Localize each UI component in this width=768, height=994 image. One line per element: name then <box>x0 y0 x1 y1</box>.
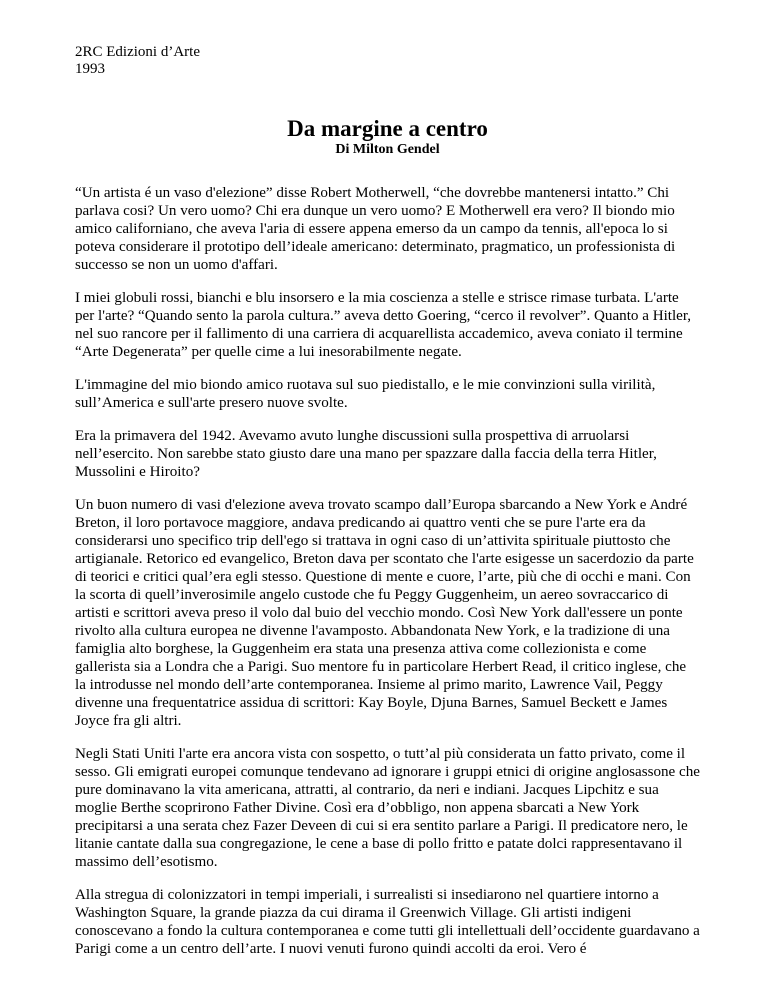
article-body <box>75 184 700 958</box>
title-block <box>75 115 700 158</box>
paragraph-3: L'immagine del mio biondo amico ruotava sul suo piedistallo, e le mie convinzioni sulla virilità, sull’America e sull'arte presero nuove svolte. <box>75 377 656 411</box>
document-page <box>75 44 700 973</box>
publisher-header <box>75 44 700 78</box>
article-author: Di Milton Gendel <box>335 142 440 157</box>
paragraph-7: Alla stregua di colonizzatori in tempi imperiali, i surrealisti si insediarono nel quartiere intorno a Washington Square, la grande piazza da cui dirama il Greenwich Village. Gli artisti indigeni conoscevano a fondo la cultura contemporanea e come tutti gli intellettuali dell’occidente guardavano a Parigi come a un centro dell’arte. I nuovi venuti furono quindi accolti da eroi. Vero é <box>75 887 700 957</box>
paragraph-6: Negli Stati Uniti l'arte era ancora vista con sospetto, o tutt’al più considerata un fatto privato, come il sesso. Gli emigrati europei comunque tendevano ad ignorare i gruppi etnici di origine anglosassone che pure dominavano la vita americana, attratti, al contrario, da neri e indiani. Jacques Lipchitz e sua moglie Berthe scoprirono Father Divine. Così era d’obbligo, non appena sbarcati a New York precipitarsi a una serata chez Fazer Deveen di cui si era sentito parlare a Parigi. Il predicatore nero, le litanie cantate dalla sua congregazione, le cene a base di pollo fritto e patate dolci rappresentavano il massimo dell’esotismo. <box>75 746 700 870</box>
publication-year: 1993 <box>75 61 105 77</box>
publisher-name: 2RC Edizioni d’Arte <box>75 44 200 60</box>
paragraph-4: Era la primavera del 1942. Avevamo avuto lunghe discussioni sulla prospettiva di arruolarsi nell’esercito. Non sarebbe stato giusto dare una mano per spazzare dalla faccia della terra Hitler, Mussolini e Hiroito? <box>75 428 657 480</box>
paragraph-2: I miei globuli rossi, bianchi e blu insorsero e la mia coscienza a stelle e strisce rimase turbata. L'arte per l'arte? “Quando sento la parola cultura.” aveva detto Goering, “cerco il revolver”. Quanto a Hitler, nel suo rancore per il fallimento di una carriera di acquarellista accademico, aveva coniato il termine “Arte Degenerata” per quelle cime a lui inesorabilmente negate. <box>75 290 692 360</box>
article-title: Da margine a centro <box>287 116 488 141</box>
paragraph-5: Un buon numero di vasi d'elezione aveva trovato scampo dall’Europa sbarcando a New York e André Breton, il loro portavoce maggiore, andava predicando ai quattro venti che se pure l'arte era da considerarsi uno specifico trip dell'ego si trattava in ogni caso di un’attivita spirituale piuttosto che artigianale. Retorico ed evangelico, Breton dava per scontato che l'arte esigesse un sacerdozio da parte di teorici e critici qual’era egli stesso. Questione di mente e cuore, l’arte, più che di occhi e mani. Con la scorta di quell’inverosimile angelo custode che fu Peggy Guggenheim, un aereo sovraccarico di artisti e scrittori aveva preso il volo dal buio del vecchio mondo. Così New York dall'essere un ponte rivolto alla cultura europea ne divenne l'avamposto. Abbandonata New York, e la tradizione di una famiglia alto borghese, la Guggenheim era stata una presenza attiva come collezionista e come gallerista sia a Londra che a Parigi. Suo mentore fu in particolare Herbert Read, il critico inglese, che la introdusse nel mondo dell’arte contemporanea. Insieme al primo marito, Lawrence Vail, Peggy divenne una frequentatrice assidua di scrittori: Kay Boyle, Djuna Barnes, Samuel Beckett e James Joyce fra gli altri. <box>75 497 694 729</box>
paragraph-1: “Un artista é un vaso d'elezione” disse Robert Motherwell, “che dovrebbe mantenersi intatto.” Chi parlava cosi? Un vero uomo? Chi era dunque un vero uomo? E Motherwell era vero? Il biondo mio amico californiano, che aveva l'aria di essere appena emerso da un campo da tennis, all'epoca lo si poteva considerare il prototipo dell’ideale americano: determinato, pragmatico, un professionista di successo se non un uomo d'affari. <box>75 185 676 273</box>
